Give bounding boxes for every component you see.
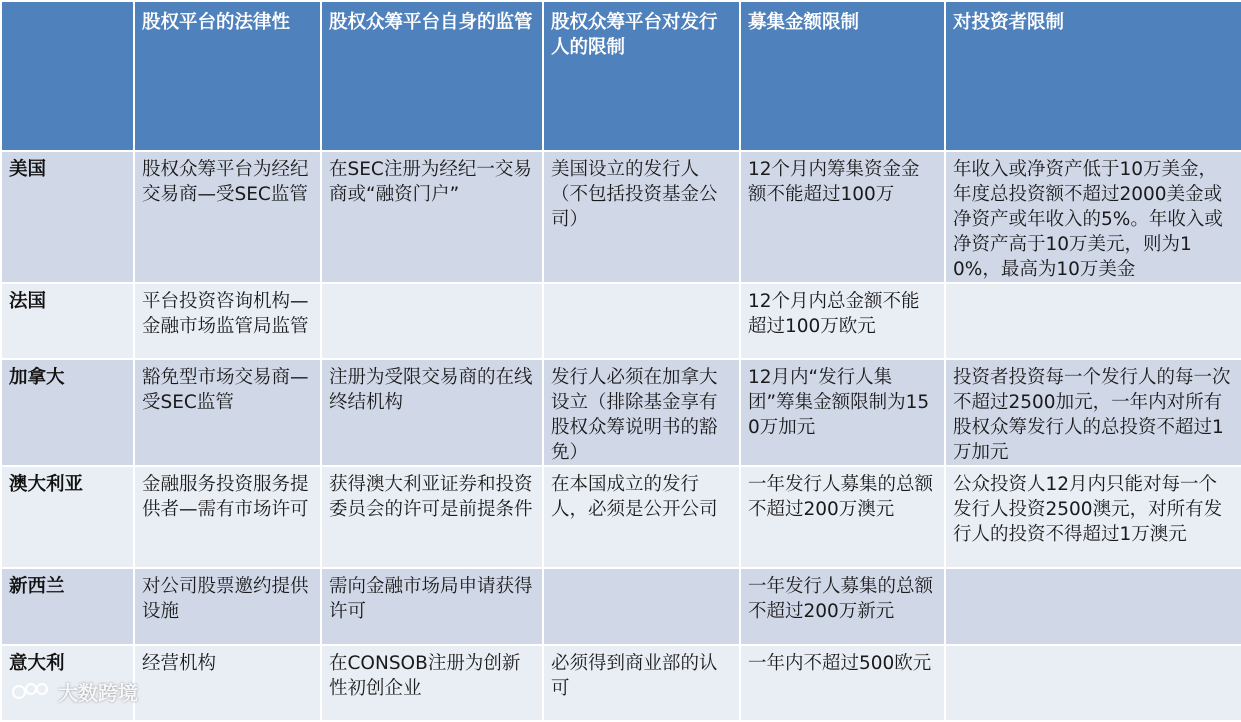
country-cell: 加拿大 — [1, 359, 134, 466]
header-investor-restriction: 对投资者限制 — [945, 1, 1241, 151]
table-cell: 年收入或净资产低于10万美金，年度总投资额不超过2000美金或净资产或年收入的5%。年收入或净资产高于10万美元，则为10%，最高为10万美金 — [945, 151, 1241, 283]
table-cell: 需向金融市场局申请获得许可 — [321, 568, 543, 645]
table-cell: 一年发行人募集的总额不超过200万新元 — [740, 568, 945, 645]
table-cell: 平台投资咨询机构—金融市场监管局监管 — [134, 283, 321, 359]
table-row — [1, 568, 1241, 645]
table-row — [1, 466, 1241, 568]
table-cell — [945, 568, 1241, 645]
table-cell: 必须得到商业部的认可 — [543, 645, 740, 721]
table-row — [1, 151, 1241, 283]
country-cell: 澳大利亚 — [1, 466, 134, 568]
table-cell: 发行人必须在加拿大设立（排除基金享有股权众筹说明书的豁免） — [543, 359, 740, 466]
table-cell: 豁免型市场交易商—受SEC监管 — [134, 359, 321, 466]
header-fundraising-limit: 募集金额限制 — [740, 1, 945, 151]
header-row — [1, 1, 1241, 151]
header-platform-regulation: 股权众筹平台自身的监管 — [321, 1, 543, 151]
header-legal-nature: 股权平台的法律性 — [134, 1, 321, 151]
country-cell: 美国 — [1, 151, 134, 283]
table-cell: 股权众筹平台为经纪交易商—受SEC监管 — [134, 151, 321, 283]
table-cell — [945, 645, 1241, 721]
table-cell: 在本国成立的发行人，必须是公开公司 — [543, 466, 740, 568]
table-cell: 获得澳大利亚证券和投资委员会的许可是前提条件 — [321, 466, 543, 568]
table-cell — [321, 283, 543, 359]
table-cell: 一年发行人募集的总额不超过200万澳元 — [740, 466, 945, 568]
table-cell: 经营机构 — [134, 645, 321, 721]
watermark-text: 大数跨境 — [58, 680, 138, 705]
table-cell — [543, 283, 740, 359]
table-cell — [945, 283, 1241, 359]
table-cell — [543, 568, 740, 645]
table-cell: 12个月内总金额不能超过100万欧元 — [740, 283, 945, 359]
table-cell: 12月内“发行人集团”筹集金额限制为150万加元 — [740, 359, 945, 466]
watermark-logo — [10, 676, 138, 706]
country-cell: 意大利 — [1, 645, 134, 721]
country-cell: 新西兰 — [1, 568, 134, 645]
header-country — [1, 1, 134, 151]
table-cell: 注册为受限交易商的在线终结机构 — [321, 359, 543, 466]
table-cell: 一年内不超过500欧元 — [740, 645, 945, 721]
table-row — [1, 359, 1241, 466]
table-row — [1, 283, 1241, 359]
table-cell: 对公司股票邀约提供设施 — [134, 568, 321, 645]
logo-icon — [10, 680, 52, 702]
table-cell: 金融服务投资服务提供者—需有市场许可 — [134, 466, 321, 568]
table-cell: 在CONSOB注册为创新性初创企业 — [321, 645, 543, 721]
table-cell: 12个月内筹集资金金额不能超过100万 — [740, 151, 945, 283]
table-cell: 美国设立的发行人（不包括投资基金公司） — [543, 151, 740, 283]
header-issuer-restriction: 股权众筹平台对发行人的限制 — [543, 1, 740, 151]
table-cell: 在SEC注册为经纪一交易商或“融资门户” — [321, 151, 543, 283]
table-cell: 投资者投资每一个发行人的每一次不超过2500加元，一年内对所有股权众筹发行人的总投资不超过1万加元 — [945, 359, 1241, 466]
table-cell: 公众投资人12月内只能对每一个发行人投资2500澳元，对所有发行人的投资不得超过1万澳元 — [945, 466, 1241, 568]
country-cell: 法国 — [1, 283, 134, 359]
table-row — [1, 645, 1241, 721]
